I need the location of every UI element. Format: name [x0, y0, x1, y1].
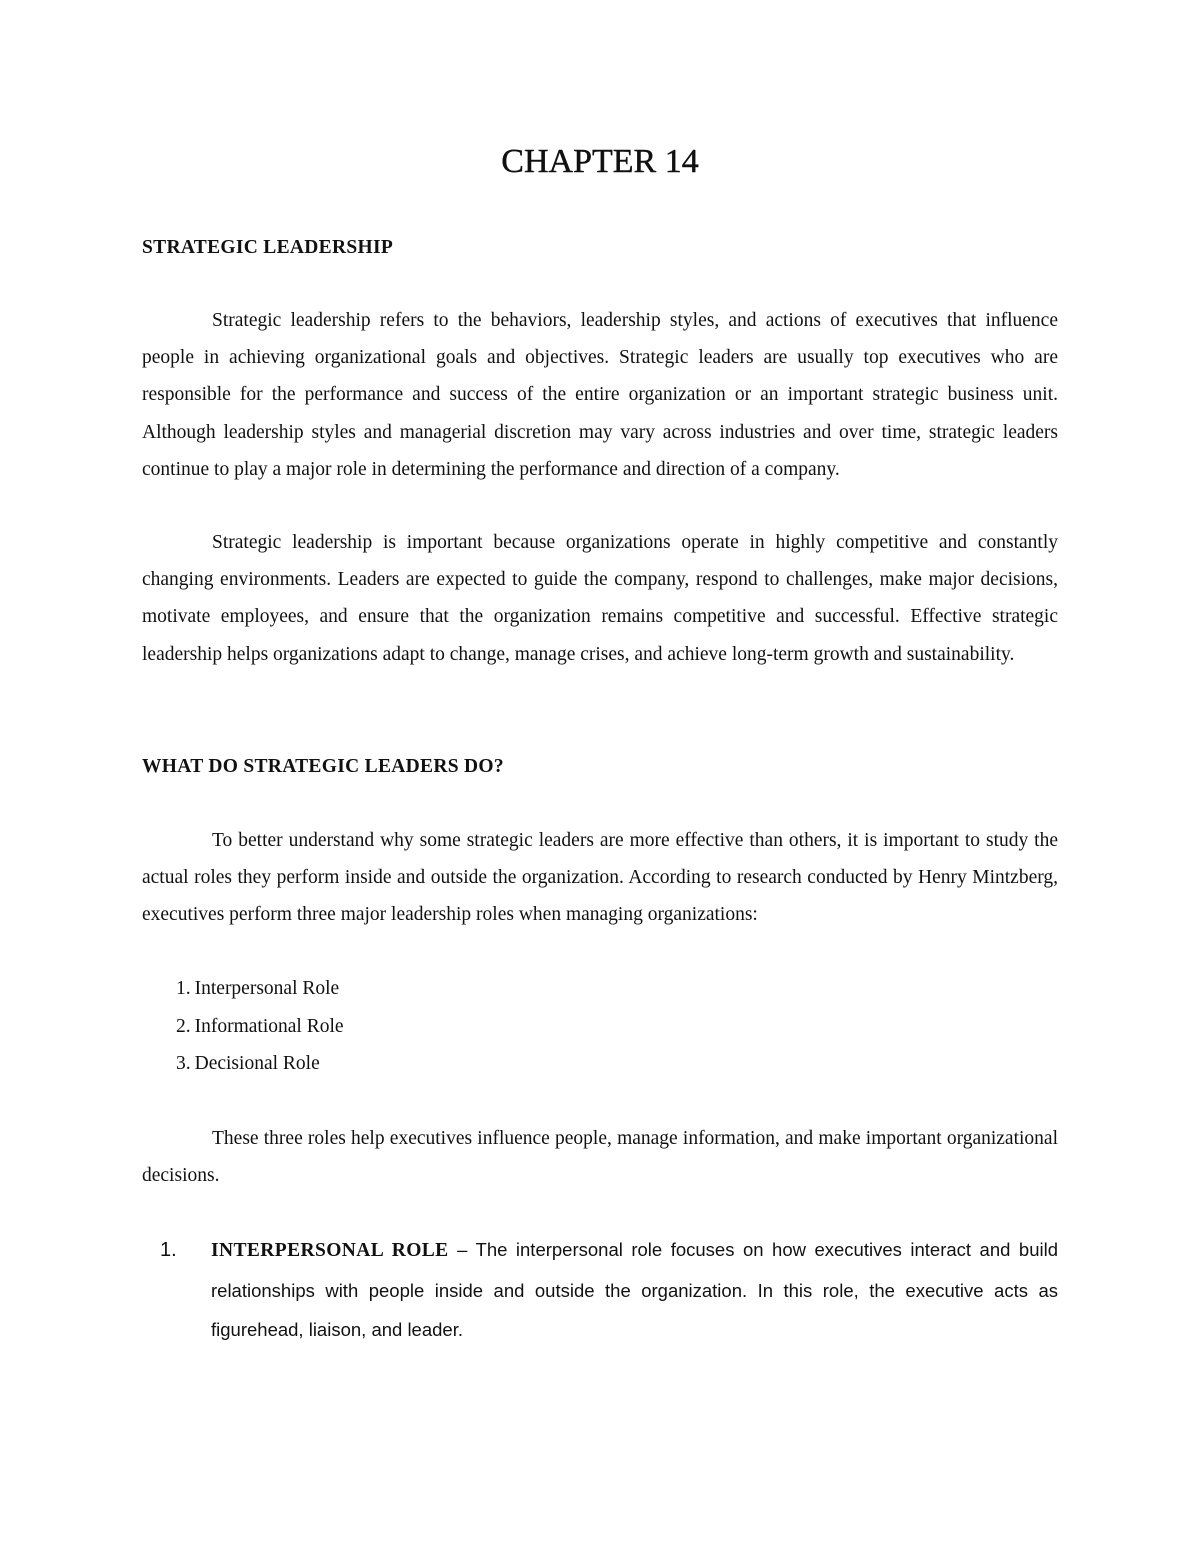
role-item-number: 1.: [160, 1239, 177, 1261]
paragraph-roles-summary: These three roles help executives influence people, manage information, and make important organizational decisions.: [142, 1128, 1058, 1187]
paragraph-importance: Strategic leadership is important because organizations operate in highly competitive and constantly changing environments. Leaders are expected to guide the company, respond to challenges, make major decisions, motivate employees, and ensure that the organization remains competitive and successful. Effective strategic leadership helps organizations adapt to change, manage crises, and achieve long-term growth and sustainability.: [142, 532, 1058, 665]
section-heading-what-do-leaders-do: WHAT DO STRATEGIC LEADERS DO?: [142, 756, 504, 777]
role-item-title: INTERPERSONAL ROLE: [211, 1240, 449, 1261]
document-page: [142, 0, 1058, 1553]
list-item: [176, 970, 344, 1008]
role-item-dash: –: [448, 1239, 476, 1260]
list-item-label: Interpersonal Role: [194, 978, 340, 999]
role-item-body: [211, 1230, 1058, 1350]
list-item-label: Decisional Role: [194, 1053, 320, 1074]
list-number: 2.: [176, 1015, 191, 1037]
section-heading-strategic-leadership: STRATEGIC LEADERSHIP: [142, 237, 394, 258]
role-item-description: The interpersonal role focuses on how executives interact and build relationships with people inside and outside the organization. In this role, the executive acts as figurehead, liaison, and leader.: [211, 1239, 1058, 1340]
roles-list: [176, 970, 344, 1083]
paragraph-definition: Strategic leadership refers to the behaviors, leadership styles, and actions of executives that influence people in achieving organizational goals and objectives. Strategic leaders are usually top executives who are responsible for the performance and success of the entire organization or an important strategic business unit. Although leadership styles and managerial discretion may vary across industries and over time, strategic leaders continue to play a major role in determining the performance and direction of a company.: [142, 310, 1058, 480]
list-number: 1.: [176, 978, 191, 999]
paragraph-mintzberg-intro: To better understand why some strategic leaders are more effective than others, it is important to study the actual roles they perform inside and outside the organization. According to research conducted by Henry Mintzberg, executives perform three major leadership roles when managing organizations:: [142, 830, 1058, 926]
list-item: [176, 1045, 344, 1083]
list-item-label: Informational Role: [194, 1015, 344, 1037]
list-item: [176, 1008, 344, 1046]
list-number: 3.: [176, 1053, 191, 1074]
chapter-title: CHAPTER 14: [501, 143, 699, 180]
